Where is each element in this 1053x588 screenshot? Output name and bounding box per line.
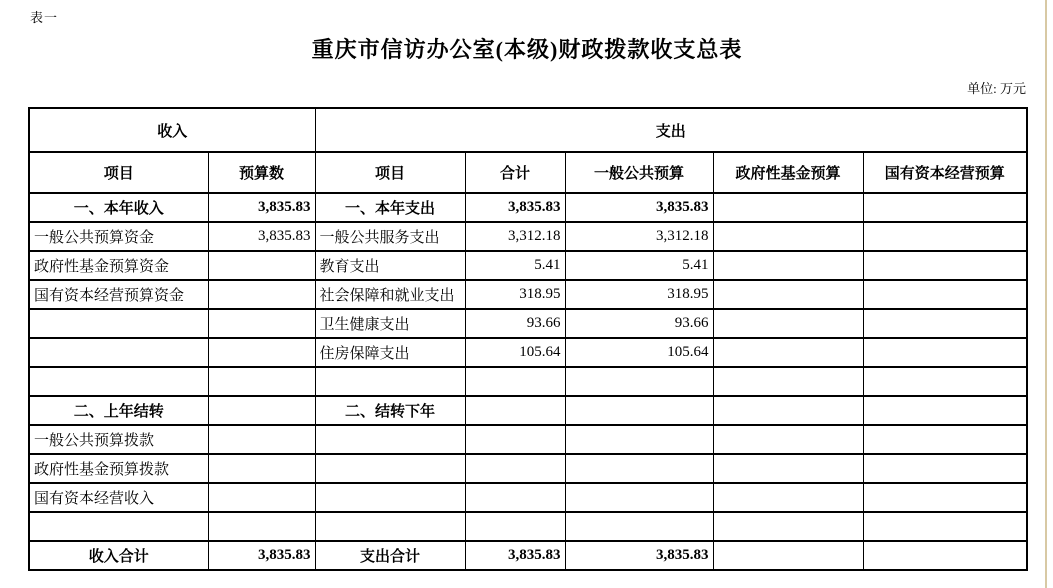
gov-fund-budget-cell <box>713 367 863 396</box>
income-item-cell: 二、上年结转 <box>29 396 208 425</box>
income-item-column-header: 项目 <box>29 152 208 193</box>
expense-item-cell <box>315 454 465 483</box>
expense-total-cell <box>465 396 565 425</box>
table-row <box>29 280 1027 309</box>
expense-total-cell <box>465 512 565 541</box>
general-public-budget-cell: 3,312.18 <box>565 222 713 251</box>
income-amount-cell <box>208 367 315 396</box>
expense-total-cell: 5.41 <box>465 251 565 280</box>
column-header-row <box>29 152 1027 193</box>
table-row <box>29 367 1027 396</box>
income-amount-cell <box>208 251 315 280</box>
expense-total-cell: 318.95 <box>465 280 565 309</box>
state-capital-budget-cell <box>863 222 1027 251</box>
gov-fund-budget-cell <box>713 396 863 425</box>
expense-total-cell <box>465 454 565 483</box>
gov-fund-budget-cell <box>713 251 863 280</box>
expense-item-cell: 支出合计 <box>315 541 465 570</box>
gov-fund-budget-cell <box>713 309 863 338</box>
gov-fund-budget-cell <box>713 338 863 367</box>
gov-fund-budget-cell <box>713 280 863 309</box>
gov-fund-budget-cell <box>713 454 863 483</box>
page-edge-line <box>1045 0 1047 588</box>
income-item-cell: 一、本年收入 <box>29 193 208 222</box>
table-row <box>29 222 1027 251</box>
page-title: 重庆市信访办公室(本级)财政拨款收支总表 <box>311 37 743 62</box>
general-public-budget-cell <box>565 396 713 425</box>
expense-item-cell <box>315 483 465 512</box>
gov-fund-budget-cell <box>713 483 863 512</box>
general-public-budget-cell: 3,835.83 <box>565 193 713 222</box>
general-public-budget-cell <box>565 512 713 541</box>
general-public-budget-cell: 5.41 <box>565 251 713 280</box>
state-capital-budget-cell <box>863 367 1027 396</box>
table-number-label: 表一 <box>30 10 59 25</box>
gov-fund-budget-cell <box>713 193 863 222</box>
general-public-budget-cell: 3,835.83 <box>565 541 713 570</box>
general-public-budget-cell <box>565 483 713 512</box>
budget-summary-table <box>28 107 1028 571</box>
state-capital-budget-column-header: 国有资本经营预算 <box>863 152 1027 193</box>
table-row <box>29 338 1027 367</box>
expense-item-cell: 卫生健康支出 <box>315 309 465 338</box>
income-item-cell: 政府性基金预算拨款 <box>29 454 208 483</box>
state-capital-budget-cell <box>863 425 1027 454</box>
expense-group-header: 支出 <box>315 108 1027 152</box>
expense-item-cell: 教育支出 <box>315 251 465 280</box>
general-public-budget-cell: 93.66 <box>565 309 713 338</box>
table-header <box>29 108 1027 193</box>
expense-total-cell: 3,312.18 <box>465 222 565 251</box>
income-amount-cell <box>208 425 315 454</box>
income-item-cell: 政府性基金预算资金 <box>29 251 208 280</box>
expense-item-cell: 住房保障支出 <box>315 338 465 367</box>
income-amount-cell <box>208 396 315 425</box>
income-item-cell: 国有资本经营预算资金 <box>29 280 208 309</box>
general-public-budget-column-header: 一般公共预算 <box>565 152 713 193</box>
table-row <box>29 396 1027 425</box>
expense-total-cell: 93.66 <box>465 309 565 338</box>
expense-item-cell: 社会保障和就业支出 <box>315 280 465 309</box>
income-item-cell: 国有资本经营收入 <box>29 483 208 512</box>
general-public-budget-cell <box>565 367 713 396</box>
income-budget-column-header: 预算数 <box>208 152 315 193</box>
income-amount-cell: 3,835.83 <box>208 541 315 570</box>
expense-item-cell: 一、本年支出 <box>315 193 465 222</box>
expense-item-cell: 一般公共服务支出 <box>315 222 465 251</box>
income-amount-cell <box>208 512 315 541</box>
table-row <box>29 512 1027 541</box>
group-header-row <box>29 108 1027 152</box>
income-amount-cell <box>208 483 315 512</box>
expense-total-cell <box>465 425 565 454</box>
gov-fund-budget-cell <box>713 425 863 454</box>
income-amount-cell <box>208 338 315 367</box>
income-amount-cell <box>208 280 315 309</box>
expense-item-column-header: 项目 <box>315 152 465 193</box>
table-row <box>29 541 1027 570</box>
expense-total-cell <box>465 483 565 512</box>
expense-item-cell <box>315 425 465 454</box>
general-public-budget-cell: 105.64 <box>565 338 713 367</box>
income-group-header: 收入 <box>29 108 315 152</box>
income-amount-cell <box>208 454 315 483</box>
state-capital-budget-cell <box>863 483 1027 512</box>
table-row <box>29 193 1027 222</box>
unit-note: 单位: 万元 <box>967 81 1026 96</box>
expense-item-cell: 二、结转下年 <box>315 396 465 425</box>
state-capital-budget-cell <box>863 309 1027 338</box>
income-item-cell: 一般公共预算拨款 <box>29 425 208 454</box>
table-row <box>29 251 1027 280</box>
general-public-budget-cell <box>565 425 713 454</box>
state-capital-budget-cell <box>863 396 1027 425</box>
gov-fund-budget-cell <box>713 512 863 541</box>
income-item-cell <box>29 512 208 541</box>
state-capital-budget-cell <box>863 338 1027 367</box>
gov-fund-budget-cell <box>713 541 863 570</box>
income-item-cell: 收入合计 <box>29 541 208 570</box>
expense-item-cell <box>315 512 465 541</box>
income-item-cell <box>29 367 208 396</box>
state-capital-budget-cell <box>863 454 1027 483</box>
income-amount-cell: 3,835.83 <box>208 193 315 222</box>
state-capital-budget-cell <box>863 193 1027 222</box>
expense-total-cell <box>465 367 565 396</box>
income-amount-cell <box>208 309 315 338</box>
table-row <box>29 483 1027 512</box>
income-item-cell: 一般公共预算资金 <box>29 222 208 251</box>
expense-item-cell <box>315 367 465 396</box>
income-item-cell <box>29 309 208 338</box>
gov-fund-budget-cell <box>713 222 863 251</box>
table-row <box>29 425 1027 454</box>
table-row <box>29 454 1027 483</box>
expense-total-cell: 3,835.83 <box>465 541 565 570</box>
expense-total-cell: 3,835.83 <box>465 193 565 222</box>
state-capital-budget-cell <box>863 251 1027 280</box>
income-item-cell <box>29 338 208 367</box>
expense-total-column-header: 合计 <box>465 152 565 193</box>
general-public-budget-cell <box>565 454 713 483</box>
table-body <box>29 193 1027 570</box>
income-amount-cell: 3,835.83 <box>208 222 315 251</box>
table-row <box>29 309 1027 338</box>
general-public-budget-cell: 318.95 <box>565 280 713 309</box>
state-capital-budget-cell <box>863 512 1027 541</box>
state-capital-budget-cell <box>863 541 1027 570</box>
gov-fund-budget-column-header: 政府性基金预算 <box>713 152 863 193</box>
expense-total-cell: 105.64 <box>465 338 565 367</box>
state-capital-budget-cell <box>863 280 1027 309</box>
